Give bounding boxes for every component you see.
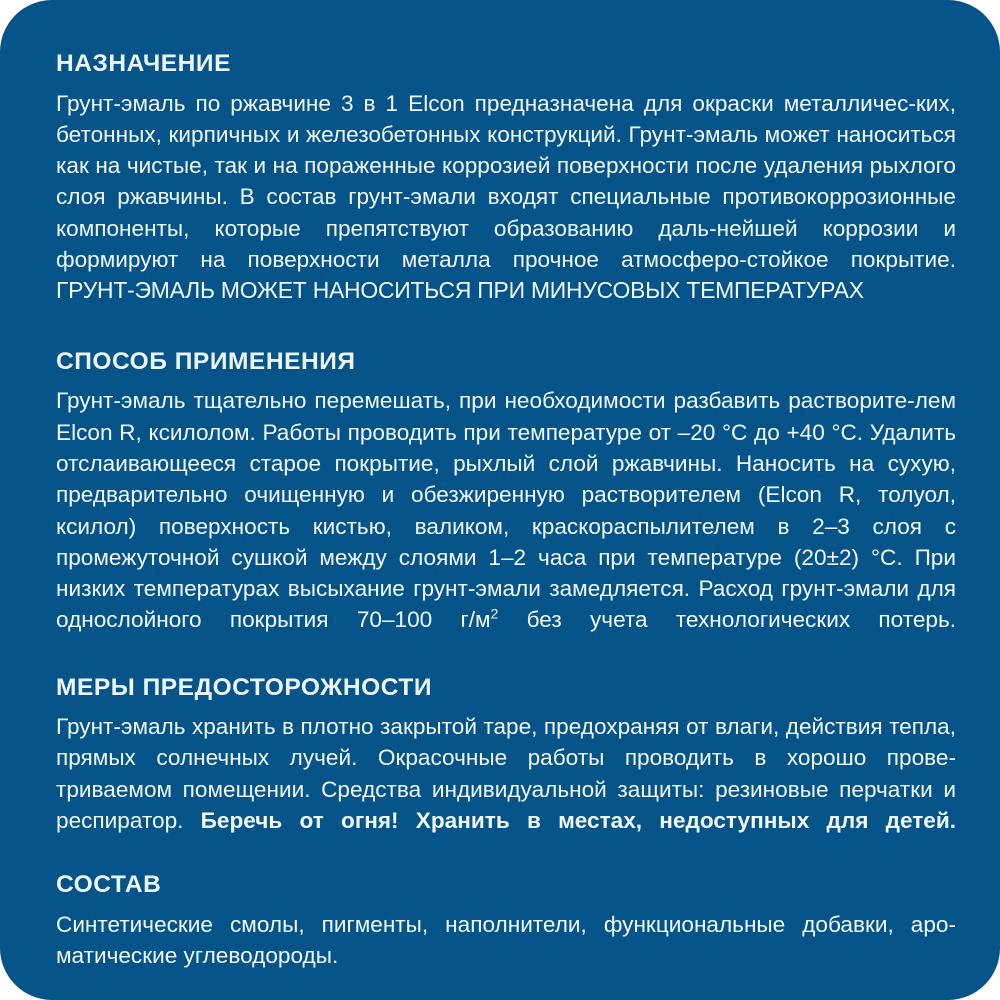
application-text-part1: Грунт-эмаль тщательно перемешать, при необходимости разбавить растворите-лем Elcon R, ксилолом. Работы проводить при температуре от –20 °C до +40 °C. Удалить отслаивающееся старое покрытие, рыхлый слой ржавчины. Наносить на сухую, предварительно очищенную и обезжиренную растворителем (Elcon R, толуол, ксилол) поверхность кистью, валиком, краскораспылителем в 2–3 слоя с промежуточной сушкой между слоями 1–2 часа при температуре (20±2) °C. При низких температурах высыхание грунт-эмали замедляется. Расход грунт-эмали для однослойного покрытия 70–100 г/м xyxy=(56,388,956,633)
spacer-precautions-composition xyxy=(56,836,964,873)
section-body-composition: Синтетические смолы, пигменты, наполнители, функциональные добавки, аро-матические углеводороды. xyxy=(56,911,956,969)
application-text-part2: без учета технологических потерь. xyxy=(498,607,956,633)
section-heading-application: СПОСОБ ПРИМЕНЕНИЯ xyxy=(56,347,356,375)
minus-temperature-banner: ГРУНТ-ЭМАЛЬ МОЖЕТ НАНОСИТЬСЯ ПРИ МИНУСОВЫХ ТЕМПЕРАТУРАХ xyxy=(56,277,864,304)
section-application xyxy=(56,347,964,636)
precautions-text-normal: Грунт-эмаль хранить в плотно закрытой таре, предохраняя от влаги, действия тепла, прямых солнечных лучей. Окрасочные работы проводить в хорошо прове-триваемом помещении. Средства индивидуальной защиты: резиновые перчатки и респиратор. xyxy=(56,714,956,833)
section-body-purpose: Грунт-эмаль по ржавчине 3 в 1 Elcon предназначена для окраски металличес-ких, бетонных, кирпичных и железобетонных конструкций. Грунт-эмаль может наноситься как на чистые, так и на пораженные коррозией поверхности после удаления рыхлого слоя ржавчины. В состав грунт-эмали входят специальные противокоррозионные компоненты, которые препятствуют образованию даль-нейшей коррозии и формируют на поверхности металла прочное атмосферо-стойкое покрытие. xyxy=(56,90,956,272)
section-precautions xyxy=(56,673,964,837)
section-purpose xyxy=(56,52,964,307)
section-body-precautions xyxy=(56,711,956,836)
section-heading-purpose: НАЗНАЧЕНИЕ xyxy=(56,50,231,77)
spacer-application-precautions xyxy=(56,636,964,676)
precautions-warning-bold: Беречь от огня! Хранить в местах, недоступных для детей. xyxy=(200,808,957,833)
section-body-application xyxy=(56,385,956,635)
square-meter-superscript: 2 xyxy=(490,605,499,622)
section-heading-composition: СОСТАВ xyxy=(56,871,162,899)
section-heading-precautions: МЕРЫ ПРЕДОСТОРОЖНОСТИ xyxy=(56,673,433,701)
spacer-purpose-application xyxy=(56,307,964,350)
section-composition xyxy=(56,873,964,971)
